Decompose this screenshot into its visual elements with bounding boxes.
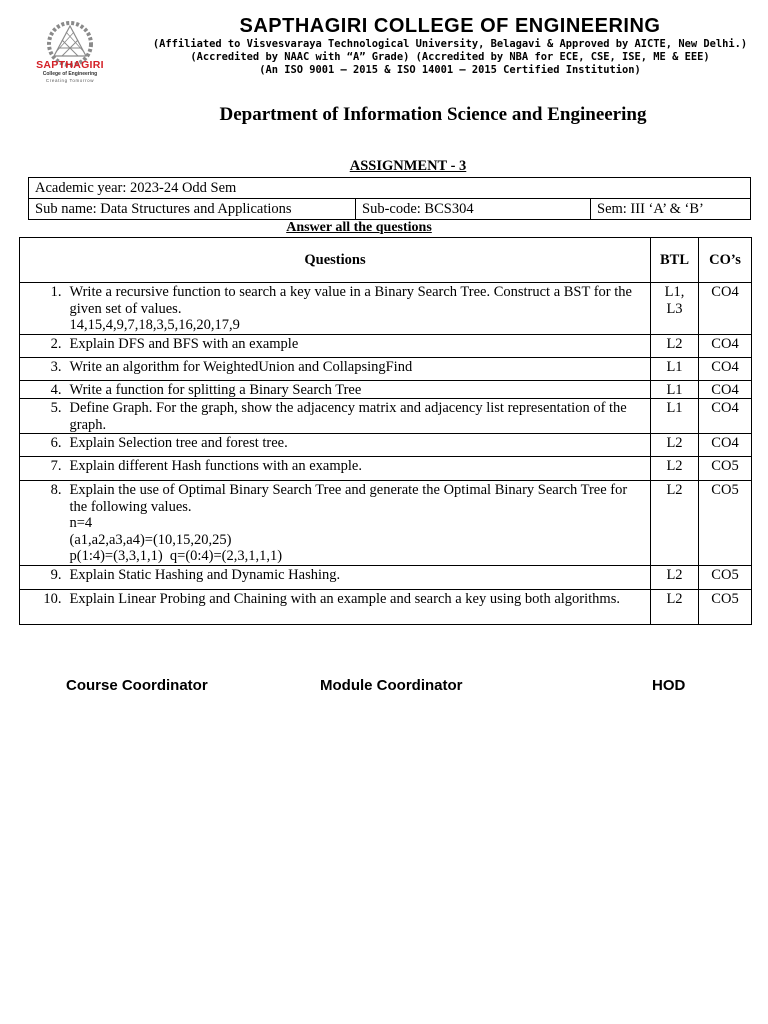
co-cell: CO4 bbox=[699, 380, 752, 399]
co-cell: CO4 bbox=[699, 357, 752, 380]
question-number: 7. bbox=[20, 457, 70, 481]
table-row bbox=[20, 589, 752, 624]
co-cell: CO5 bbox=[699, 589, 752, 624]
question-text bbox=[70, 481, 651, 566]
co-header: CO’s bbox=[699, 238, 752, 283]
question-text bbox=[70, 357, 651, 380]
table-row bbox=[20, 434, 752, 457]
instruction: Answer all the questions bbox=[286, 220, 432, 235]
btl-cell: L1 bbox=[651, 357, 699, 380]
question-number: 2. bbox=[20, 334, 70, 357]
question-number: 6. bbox=[20, 434, 70, 457]
academic-year: Academic year: 2023-24 Odd Sem bbox=[29, 178, 751, 199]
btl-cell: L2 bbox=[651, 457, 699, 481]
btl-value: L1, L3 bbox=[664, 284, 685, 317]
question-text bbox=[70, 589, 651, 624]
btl-cell: L1 bbox=[651, 380, 699, 399]
table-row bbox=[20, 481, 752, 566]
question-number: 9. bbox=[20, 565, 70, 589]
question-number: 8. bbox=[20, 481, 70, 566]
question-number: 4. bbox=[20, 380, 70, 399]
table-row bbox=[20, 357, 752, 380]
question-number: 3. bbox=[20, 357, 70, 380]
question-number: 1. bbox=[20, 283, 70, 335]
btl-cell: L2 bbox=[651, 434, 699, 457]
co-cell: CO4 bbox=[699, 334, 752, 357]
question-text bbox=[70, 565, 651, 589]
btl-cell: L2 bbox=[651, 481, 699, 566]
question-line: Explain Selection tree and forest tree. bbox=[69, 435, 288, 451]
co-cell: CO4 bbox=[699, 399, 752, 434]
table-row bbox=[20, 283, 752, 335]
question-number: 10. bbox=[20, 589, 70, 624]
iso-line: (An ISO 9001 – 2015 & ISO 14001 – 2015 Certified Institution) bbox=[259, 64, 641, 76]
questions-header: Questions bbox=[20, 238, 651, 283]
question-line: Explain the use of Optimal Binary Search Tree and generate the Optimal Binary Search Tree for the following values. bbox=[69, 482, 628, 515]
assignment-title: ASSIGNMENT - 3 bbox=[349, 158, 467, 174]
affiliation-line: (Affiliated to Visvesvaraya Technological University, Belagavi & Approved by AICTE, New Delhi.) bbox=[152, 38, 748, 50]
question-text bbox=[70, 283, 651, 335]
semester: Sem: III ‘A’ & ‘B’ bbox=[591, 199, 751, 220]
college-name: SAPTHAGIRI COLLEGE OF ENGINEERING bbox=[239, 15, 661, 37]
table-row bbox=[20, 380, 752, 399]
accreditation-line: (Accredited by NAAC with “A” Grade) (Accredited by NBA for ECE, CSE, ISE, ME & EEE) bbox=[190, 51, 710, 63]
question-line: (a1,a2,a3,a4)=(10,15,20,25) bbox=[69, 531, 232, 548]
module-coordinator-signature: Module Coordinator bbox=[320, 677, 463, 694]
subject-name: Sub name: Data Structures and Applications bbox=[29, 199, 356, 220]
subject-code: Sub-code: BCS304 bbox=[356, 199, 591, 220]
question-line: p(1:4)=(3,3,1,1) q=(0:4)=(2,3,1,1,1) bbox=[69, 548, 283, 564]
question-line: Write an algorithm for WeightedUnion and CollapsingFind bbox=[69, 358, 413, 375]
logo-tagline: Creating Tomorrow bbox=[45, 78, 95, 83]
course-info-table bbox=[28, 177, 751, 220]
question-line: Explain different Hash functions with an example. bbox=[69, 458, 362, 474]
question-number: 5. bbox=[20, 399, 70, 434]
btl-cell: L2 bbox=[651, 565, 699, 589]
questions-table bbox=[19, 237, 752, 625]
question-line: Explain Linear Probing and Chaining with an example and search a key using both algorithms. bbox=[69, 590, 620, 607]
table-header-row bbox=[20, 238, 752, 283]
btl-cell: L1 bbox=[651, 399, 699, 434]
question-text bbox=[70, 334, 651, 357]
question-line: Define Graph. For the graph, show the adjacency matrix and adjacency list representation of the graph. bbox=[69, 400, 627, 433]
question-line: 14,15,4,9,7,18,3,5,16,20,17,9 bbox=[69, 317, 240, 333]
department-title: Department of Information Science and Engineering bbox=[219, 104, 647, 125]
question-text bbox=[70, 380, 651, 399]
logo-subtext: College of Engineering bbox=[42, 71, 98, 77]
table-row bbox=[20, 457, 752, 481]
btl-cell: L2 bbox=[651, 589, 699, 624]
question-text bbox=[70, 457, 651, 481]
college-header bbox=[120, 14, 768, 77]
question-line: Write a function for splitting a Binary Search Tree bbox=[69, 381, 362, 398]
table-row bbox=[20, 565, 752, 589]
question-line: Explain DFS and BFS with an example bbox=[69, 335, 299, 352]
btl-header: BTL bbox=[651, 238, 699, 283]
question-line: Write a recursive function to search a key value in a Binary Search Tree. Construct a BST for the given set of values. bbox=[69, 284, 632, 317]
table-row bbox=[20, 334, 752, 357]
co-cell: CO5 bbox=[699, 565, 752, 589]
college-logo bbox=[30, 18, 110, 86]
co-cell: CO5 bbox=[699, 481, 752, 566]
hod-signature: HOD bbox=[652, 677, 686, 694]
co-cell: CO5 bbox=[699, 457, 752, 481]
question-line: Explain Static Hashing and Dynamic Hashing. bbox=[69, 566, 341, 583]
course-coordinator-signature: Course Coordinator bbox=[66, 677, 208, 694]
question-line: n=4 bbox=[69, 515, 93, 531]
co-cell: CO4 bbox=[699, 434, 752, 457]
question-text bbox=[70, 434, 651, 457]
btl-cell: L2 bbox=[651, 334, 699, 357]
logo-wordmark: SAPTHAGIRI bbox=[36, 59, 104, 71]
btl-cell bbox=[651, 283, 699, 335]
table-row bbox=[20, 399, 752, 434]
co-cell: CO4 bbox=[699, 283, 752, 335]
question-text bbox=[70, 399, 651, 434]
